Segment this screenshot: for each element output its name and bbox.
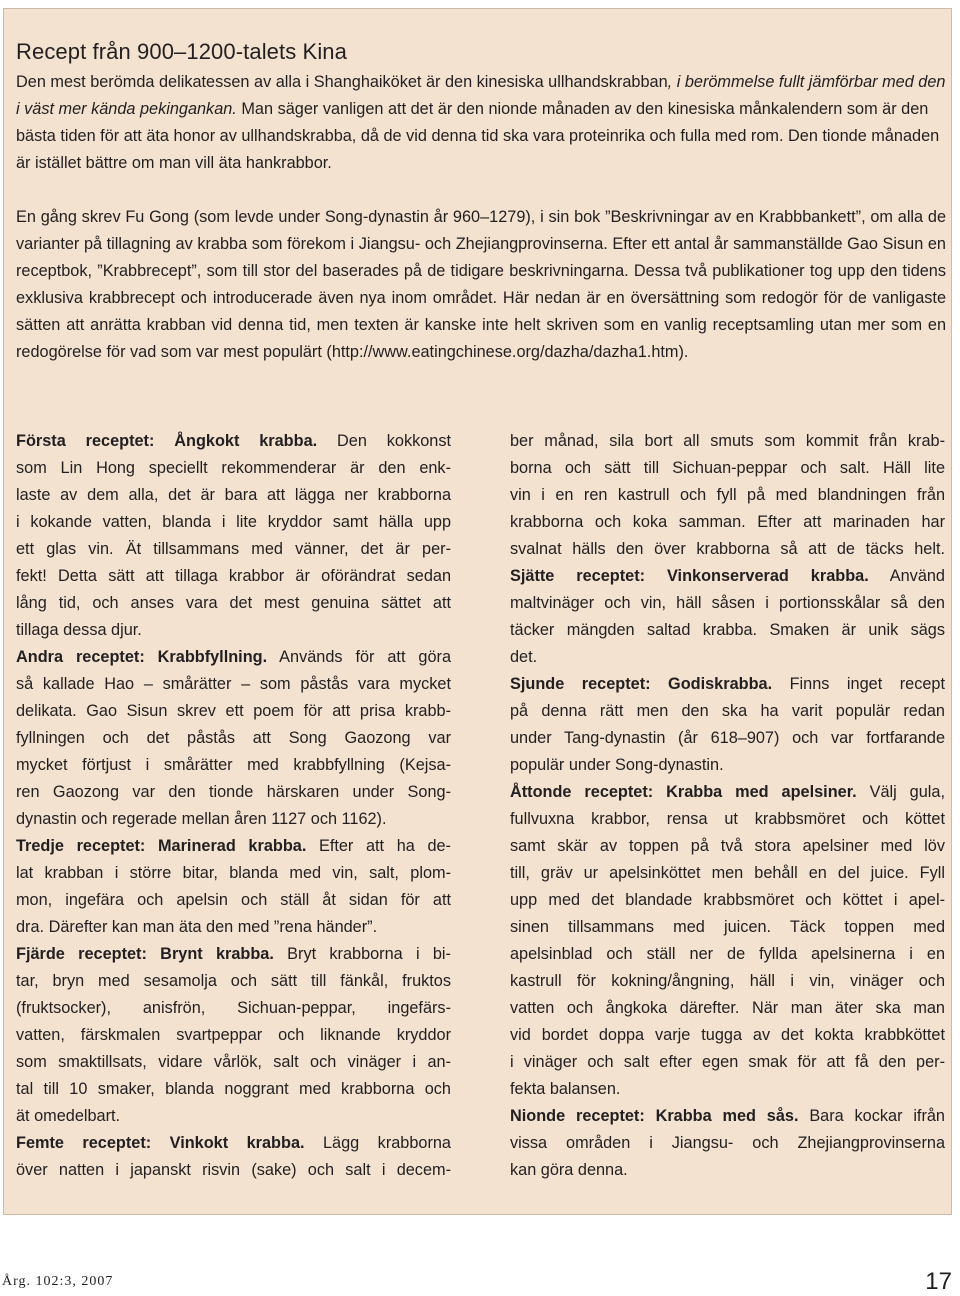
text-line — [16, 779, 451, 806]
text-line — [16, 644, 451, 671]
text-line — [510, 698, 945, 725]
text-line — [510, 725, 945, 752]
recipe-text: borna och sätt till Sichuan-peppar och salt. Häll lite — [510, 459, 945, 477]
text-line — [510, 1049, 945, 1076]
text-line — [16, 1103, 451, 1130]
text-line — [510, 482, 945, 509]
text-line — [16, 941, 451, 968]
recipe-text: laste av dem alla, det är bara att lägga ner krabborna — [16, 486, 451, 504]
recipe-text: kan göra denna. — [510, 1161, 628, 1179]
recipe-text: som smaktillsats, vidare vårlök, salt och vinäger i an- — [16, 1053, 451, 1071]
text-line — [510, 1130, 945, 1157]
recipe-text: Lägg krabborna — [304, 1134, 451, 1152]
intro-italic-text: , i berömmelse fullt jämförbar med den i väst mer kända pekingankan. — [16, 73, 946, 118]
text-line — [16, 752, 451, 779]
recipe-heading: Åttonde receptet: Krabba med apelsiner. — [510, 783, 857, 801]
issue-label: Årg. 102:3, 2007 — [2, 1274, 114, 1289]
text-line — [16, 428, 451, 455]
text-line — [510, 995, 945, 1022]
recipe-text: tillaga dessa djur. — [16, 621, 142, 639]
text-line — [510, 428, 945, 455]
text-line — [16, 887, 451, 914]
recipe-text: Välj gula, — [856, 783, 945, 801]
recipe-text: maltvinäger och vin, häll såsen i portionsskålar så den — [510, 594, 945, 612]
text-line — [16, 1076, 451, 1103]
text-line — [16, 1130, 451, 1157]
recipe-text: lat krabban i större bitar, blanda med vin, salt, plom- — [16, 864, 451, 882]
text-line — [510, 1103, 945, 1130]
text-line — [510, 509, 945, 536]
text-line — [510, 590, 945, 617]
text-line — [16, 509, 451, 536]
text-line — [510, 1157, 945, 1184]
recipe-text: ett glas vin. Ät tillsammans med vänner, det är per- — [16, 540, 451, 558]
text-line — [510, 1076, 945, 1103]
recipe-text: Används för att göra — [267, 648, 451, 666]
recipe-text: ät omedelbart. — [16, 1107, 121, 1125]
text-line — [16, 1049, 451, 1076]
text-line — [16, 563, 451, 590]
recipe-text: lång tid, och anses vara det mest genuina sättet att — [16, 594, 451, 612]
recipe-text: upp med det blandade krabbsmöret och köttet i apel- — [510, 891, 945, 909]
intro-paragraph — [16, 69, 946, 177]
recipe-text: vatten och ångkoka därefter. När man äter ska man — [510, 999, 945, 1017]
recipe-text: populär under Song-dynastin. — [510, 756, 724, 774]
recipe-text: fullvuxna krabbor, rensa ut krabbsmöret och köttet — [510, 810, 945, 828]
recipe-text: delikata. Gao Sisun skrev ett poem för att prisa krabb- — [16, 702, 451, 720]
recipe-text: kastrull för kokning/ångning, häll i vin, vinäger och — [510, 972, 945, 990]
text-line — [16, 482, 451, 509]
text-line — [510, 671, 945, 698]
recipe-text: sinen tillsammans med juicen. Täck toppen med — [510, 918, 945, 936]
recipe-text: tal till 10 smaker, blanda noggrant med krabborna och — [16, 1080, 451, 1098]
history-paragraph: En gång skrev Fu Gong (som levde under Song-dynastin år 960–1279), i sin bok ”Beskrivningar av en Krabbbankett”, om alla de varianter på tillagning av krabba som förekom i Jiangsu- och Zhejiangprovinserna. Efter ett antal år sammanställde Gao Sisun en receptbok, ”Krabbrecept”, som till stor del baserades på de tidigare beskrivningarna. Dessa två publikationer tog upp den tidens exklusiva krabbrecept och introducerade även nya inom området. Här nedan är en översättning som redogör för de vanligaste sätten att anrätta krabban vid denna tid, men texten är kanske inte helt skriven som en vanlig receptsamling utan mer som en redogörelse för vad som var mest populärt (http://www.eatingchinese.org/dazha/dazha1.htm). — [16, 208, 946, 361]
recipe-heading: Andra receptet: Krabbfyllning. — [16, 648, 268, 666]
text-line — [510, 752, 945, 779]
text-line — [16, 1157, 451, 1184]
text-line — [510, 806, 945, 833]
recipe-text: vissa områden i Jiangsu- och Zhejiangprovinserna — [510, 1134, 945, 1152]
text-line — [510, 941, 945, 968]
recipe-heading: Fjärde receptet: Brynt krabba. — [16, 945, 274, 963]
recipe-text: under Tang-dynastin (år 618–907) och var fortfarande — [510, 729, 945, 747]
text-line — [16, 698, 451, 725]
recipe-text: fekta balansen. — [510, 1080, 621, 1098]
recipe-heading: Sjunde receptet: Godiskrabba. — [510, 675, 773, 693]
text-line — [16, 455, 451, 482]
recipe-text: Efter att ha de- — [306, 837, 451, 855]
recipe-text: i kokande vatten, blanda i lite kryddor samt hälla upp — [16, 513, 451, 531]
recipe-text: Bryt krabborna i bi- — [273, 945, 451, 963]
recipe-heading: Sjätte receptet: Vinkonserverad krabba. — [510, 567, 869, 585]
recipe-text: till, gräv ur apelsinköttet men behåll en del juice. Fyll — [510, 864, 945, 882]
recipe-text: (fruktsocker), anisfrön, Sichuan-peppar, ingefärs- — [16, 999, 451, 1017]
recipe-text: Den kokkonst — [317, 432, 451, 450]
left-column — [16, 428, 451, 1184]
text-line — [510, 455, 945, 482]
right-column — [510, 428, 945, 1184]
recipe-text: ren Gaozong var den tionde härskaren under Song- — [16, 783, 451, 801]
text-line — [510, 968, 945, 995]
recipe-text: Använd — [868, 567, 945, 585]
text-line — [16, 833, 451, 860]
recipe-text: krabborna och koka samman. Efter att marinaden har — [510, 513, 945, 531]
text-line — [16, 1022, 451, 1049]
text-line — [16, 617, 451, 644]
text-line — [510, 887, 945, 914]
intro-text: Den mest berömda delikatessen av alla i Shanghaiköket är den kinesiska ullhandskrabban — [16, 73, 668, 91]
recipe-text: fyllningen och det påstås att Song Gaozong var — [16, 729, 451, 747]
recipe-text: i vinäger och salt efter egen smak för att få den per- — [510, 1053, 945, 1071]
recipe-text: vin i en ren kastrull och fyll på med blandningen från — [510, 486, 945, 504]
article-title: Recept från 900–1200-talets Kina — [16, 39, 347, 64]
recipe-text: samt skär av toppen på två stora apelsiner med löv — [510, 837, 945, 855]
text-line — [16, 995, 451, 1022]
recipe-text: Finns inget recept — [772, 675, 945, 693]
article-box — [3, 8, 952, 1215]
text-line — [510, 779, 945, 806]
text-line — [510, 536, 945, 563]
recipe-text: Bara kockar ifrån — [798, 1107, 945, 1125]
text-line — [16, 968, 451, 995]
recipe-text: fekt! Detta sätt att tillaga krabbor är oförändrat sedan — [16, 567, 451, 585]
text-line — [510, 860, 945, 887]
recipe-text: ber månad, sila bort all smuts som kommit från krab- — [510, 432, 945, 450]
recipe-text: som Lin Hong speciellt rekommenderar är den enk- — [16, 459, 451, 477]
intro-text-continued: Man säger vanligen att det är den nionde månaden av den kinesiska månkalendern som är den bästa tiden för att äta honor av ullhandskrabba, då de vid denna tid ska vara proteinrika och fulla med rom. Den tionde månaden är istället bättre om man vill äta hankrabbor. — [16, 100, 940, 172]
recipe-text: vatten, färskmalen svartpeppar och liknande kryddor — [16, 1026, 451, 1044]
text-line — [510, 644, 945, 671]
text-line — [16, 914, 451, 941]
recipe-text: på denna rätt men den ska ha varit populär redan — [510, 702, 945, 720]
page-number: 17 — [925, 1268, 952, 1295]
recipe-text: dynastin och regerade mellan åren 1127 och 1162). — [16, 810, 387, 828]
recipe-text: apelsinblad och ställ ner de fyllda apelsinerna i en — [510, 945, 945, 963]
recipe-text: det. — [510, 648, 538, 666]
recipe-text: över natten i japanskt risvin (sake) och salt i decem- — [16, 1161, 451, 1179]
text-line — [16, 590, 451, 617]
text-line — [16, 860, 451, 887]
recipe-text: täcker mängden saltad krabba. Smaken är unik sägs — [510, 621, 945, 639]
text-line — [16, 536, 451, 563]
text-line — [510, 617, 945, 644]
text-line — [16, 725, 451, 752]
recipe-text: svalnat hälls den över krabborna så att de täcks helt. — [510, 540, 945, 558]
recipe-heading: Tredje receptet: Marinerad krabba. — [16, 837, 307, 855]
text-line — [510, 563, 945, 590]
text-line — [510, 833, 945, 860]
recipe-text: tar, bryn med sesamolja och sätt till fänkål, fruktos — [16, 972, 451, 990]
recipe-text: vid bordet doppa varje tugga av det kokta krabbköttet — [510, 1026, 945, 1044]
recipe-text: så kallade Hao – smårätter – som påstås vara mycket — [16, 675, 451, 693]
recipe-text: mon, ingefära och apelsin och ställ åt sidan för att — [16, 891, 451, 909]
text-line — [16, 671, 451, 698]
recipe-heading: Nionde receptet: Krabba med sås. — [510, 1107, 799, 1125]
recipe-heading: Första receptet: Ångkokt krabba. — [16, 432, 318, 450]
recipe-text: dra. Därefter kan man äta den med ”rena händer”. — [16, 918, 378, 936]
text-line — [510, 914, 945, 941]
recipe-text: mycket förtjust i smårätter med krabbfyllning (Kejsa- — [16, 756, 451, 774]
text-line — [510, 1022, 945, 1049]
text-line — [16, 806, 451, 833]
recipe-heading: Femte receptet: Vinkokt krabba. — [16, 1134, 305, 1152]
